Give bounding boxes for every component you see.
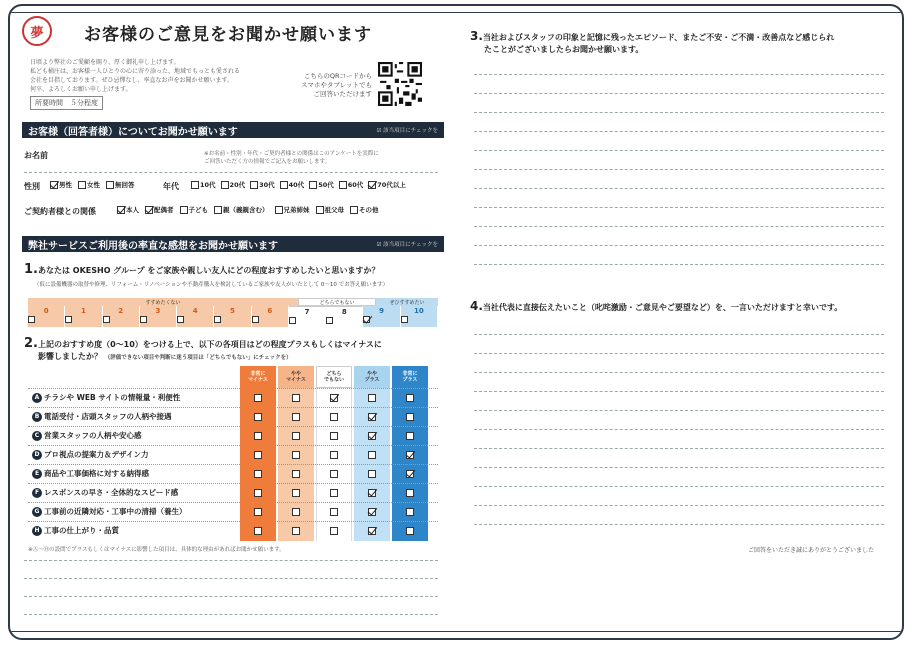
scale-number: 0	[43, 307, 49, 315]
answer-line[interactable]	[474, 505, 884, 506]
checkbox[interactable]	[191, 181, 199, 189]
rating-cell[interactable]	[278, 426, 314, 445]
checkbox[interactable]	[406, 470, 414, 478]
time-required: 所要時間 ５分程度	[30, 96, 103, 110]
answer-line[interactable]	[474, 74, 884, 75]
checkbox[interactable]	[289, 317, 296, 324]
scale-number: 10	[413, 307, 424, 315]
gender-options	[50, 180, 135, 189]
age-option[interactable]: 40代	[280, 180, 305, 189]
checkbox[interactable]	[254, 508, 262, 516]
answer-line[interactable]	[474, 169, 884, 170]
rating-cell[interactable]	[278, 445, 314, 464]
checkbox[interactable]	[339, 181, 347, 189]
item-mark: A	[32, 393, 42, 403]
rating-cell[interactable]	[354, 483, 390, 502]
rating-cell[interactable]	[316, 388, 352, 407]
age-options	[191, 180, 406, 189]
name-note: ※お名前・性別・年代・ご契約者様との関係はこのアンケートを実際に ご回答いただく方の情報でご記入をお願いします。	[204, 151, 379, 165]
scale-option[interactable]	[401, 306, 438, 327]
rating-cell[interactable]	[240, 464, 276, 483]
checkbox[interactable]	[368, 432, 376, 440]
answer-line[interactable]	[474, 467, 884, 468]
scale-header-low: すすめたくない	[28, 298, 298, 306]
scale-option[interactable]	[363, 306, 400, 327]
checkbox[interactable]	[280, 181, 288, 189]
table-row-label: B 電話受付・店頭スタッフの人柄や接遇	[32, 407, 172, 426]
rating-cell[interactable]	[316, 464, 352, 483]
rating-cell[interactable]	[278, 464, 314, 483]
answer-line[interactable]	[474, 226, 884, 227]
rating-cell[interactable]	[240, 521, 276, 540]
checkbox[interactable]	[330, 413, 338, 421]
question-3: 3.当社およびスタッフの印象と記憶に残ったエピソード、またご不安・ご不満・改善点など感じられ たことがございましたらお聞かせ願います。	[470, 29, 835, 54]
answer-line[interactable]	[474, 372, 884, 373]
scale-option[interactable]	[103, 306, 140, 327]
rating-cell[interactable]	[316, 426, 352, 445]
checkbox[interactable]	[50, 181, 58, 189]
rating-cell[interactable]	[392, 521, 428, 540]
rating-cell[interactable]	[278, 483, 314, 502]
answer-line[interactable]	[474, 524, 884, 525]
checkbox[interactable]	[326, 317, 333, 324]
scale-number: 2	[118, 307, 124, 315]
rating-cell[interactable]	[316, 483, 352, 502]
checkbox[interactable]	[368, 470, 376, 478]
checkbox[interactable]	[368, 451, 376, 459]
checkbox[interactable]	[65, 316, 72, 323]
rating-cell[interactable]	[278, 388, 314, 407]
checkbox[interactable]	[406, 432, 414, 440]
answer-line[interactable]	[474, 264, 884, 265]
checkbox[interactable]	[292, 508, 300, 516]
column-header: 非常に マイナス	[240, 366, 276, 388]
section2-header: 弊社サービスご利用後の率直な感想をお聞かせ願います ☑ 該当項目にチェックを	[22, 236, 444, 252]
rating-cell[interactable]	[354, 388, 390, 407]
relation-options	[117, 205, 379, 214]
name-label: お名前	[24, 151, 48, 160]
checkbox[interactable]	[316, 206, 324, 214]
item-mark: H	[32, 526, 42, 536]
rating-cell[interactable]	[354, 426, 390, 445]
checkbox[interactable]	[140, 316, 147, 323]
scale-number: 5	[230, 307, 235, 315]
checkbox[interactable]	[117, 206, 125, 214]
scale-option[interactable]	[214, 306, 251, 327]
answer-line[interactable]	[474, 93, 884, 94]
answer-line[interactable]	[474, 188, 884, 189]
relation-option[interactable]: 兄弟姉妹	[275, 205, 310, 214]
age-option[interactable]: 50代	[309, 180, 334, 189]
checkbox[interactable]	[330, 432, 338, 440]
qr-code-icon[interactable]	[378, 62, 422, 106]
answer-line[interactable]	[474, 334, 884, 335]
checkbox[interactable]	[28, 316, 35, 323]
reason-line[interactable]	[24, 614, 438, 615]
answer-line[interactable]	[474, 131, 884, 132]
name-field[interactable]	[24, 172, 438, 173]
answer-line[interactable]	[474, 410, 884, 411]
gender-label: 性別	[24, 182, 40, 191]
answer-line[interactable]	[474, 150, 884, 151]
checkbox[interactable]	[180, 206, 188, 214]
checkbox[interactable]	[292, 451, 300, 459]
rating-cell[interactable]	[392, 483, 428, 502]
question-1: 1.あなたは OKESHO グループ をご家族や親しい友人にどの程度おすすめしたいと思いますか？	[24, 262, 380, 277]
section1-header: お客様（回答者様）についてお聞かせ願います ☑ 該当項目にチェックを	[22, 122, 444, 138]
scale-option[interactable]	[326, 306, 363, 327]
scale-number: 8	[341, 308, 347, 316]
rating-cell[interactable]	[278, 521, 314, 540]
scale-option[interactable]	[65, 306, 102, 327]
checkbox[interactable]	[103, 316, 110, 323]
checkbox[interactable]	[78, 181, 86, 189]
reason-line[interactable]	[24, 560, 438, 561]
scale-number: 9	[379, 307, 385, 315]
table-row-label: F レスポンスの早さ・全体的なスピード感	[32, 483, 178, 502]
footnote: ※Ⓐ〜Ⓗの設問でプラスもしくはマイナスに影響した項目は、具体的な理由があればお聞かせ願います。	[28, 547, 285, 553]
checkbox[interactable]	[221, 181, 229, 189]
question-2: 2.上記のおすすめ度（0〜10）をつける上で、以下の各項目はどの程度プラスもしくはマイナスに	[24, 336, 382, 351]
relation-option[interactable]: 配偶者	[145, 205, 174, 214]
rating-cell[interactable]	[240, 407, 276, 426]
answer-line[interactable]	[474, 391, 884, 392]
rating-cell[interactable]	[240, 426, 276, 445]
checkbox[interactable]	[368, 394, 376, 402]
checkbox[interactable]	[401, 316, 408, 323]
checkbox[interactable]	[292, 470, 300, 478]
checkbox[interactable]	[254, 489, 262, 497]
answer-line[interactable]	[474, 207, 884, 208]
checkbox[interactable]	[250, 181, 258, 189]
question-1-note: （仮に設備機器の取替や修理、リフォーム・リノベーションや不動産購入を検討しているご家族や友人がいたとして 0〜10 でお答え願います）	[34, 282, 389, 288]
checkbox[interactable]	[254, 432, 262, 440]
rating-cell[interactable]	[316, 521, 352, 540]
scale-option[interactable]	[177, 306, 214, 327]
checkbox[interactable]	[368, 508, 376, 516]
age-option[interactable]: 70代以上	[368, 180, 406, 189]
rating-cell[interactable]	[240, 483, 276, 502]
item-mark: G	[32, 507, 42, 517]
reason-line[interactable]	[24, 596, 438, 597]
checkbox[interactable]	[292, 527, 300, 535]
checkbox[interactable]	[406, 394, 414, 402]
age-label: 年代	[163, 182, 179, 191]
scale-option[interactable]	[252, 306, 289, 327]
checkbox[interactable]	[368, 181, 376, 189]
table-row-label: G 工事前の近隣対応・工事中の清掃（養生）	[32, 502, 187, 521]
item-mark: B	[32, 412, 42, 422]
item-mark: E	[32, 469, 42, 479]
question-4: 4.当社代表に直接伝えたいこと（叱咤激励・ご意見やご要望など）を、一言いただけますと幸いです。	[470, 299, 843, 313]
company-seal-logo: 夢	[22, 16, 52, 46]
scale-number: 3	[155, 307, 161, 315]
relation-option[interactable]: 祖父母	[316, 205, 345, 214]
rating-cell[interactable]	[240, 502, 276, 521]
rating-cell[interactable]	[392, 445, 428, 464]
scale-number: 4	[192, 307, 198, 315]
checkbox[interactable]	[177, 316, 184, 323]
table-row-label: H 工事の仕上がり・品質	[32, 521, 119, 540]
checkbox[interactable]	[106, 181, 114, 189]
rating-cell[interactable]	[316, 502, 352, 521]
check-note: ☑ 該当項目にチェックを	[376, 128, 438, 134]
checkbox[interactable]	[254, 451, 262, 459]
relation-option[interactable]: 親（義親含む）	[214, 205, 269, 214]
gender-option[interactable]: 男性	[50, 180, 72, 189]
scale-number: 7	[304, 308, 310, 316]
age-option[interactable]: 10代	[191, 180, 216, 189]
rating-cell[interactable]	[354, 407, 390, 426]
rating-cell[interactable]	[316, 445, 352, 464]
column-header: 非常に プラス	[392, 366, 428, 388]
checkbox[interactable]	[330, 451, 338, 459]
scale-number: 6	[267, 307, 273, 315]
checkbox[interactable]	[252, 316, 259, 323]
checkbox[interactable]	[254, 413, 262, 421]
checkbox[interactable]	[368, 413, 376, 421]
reason-line[interactable]	[24, 578, 438, 579]
relation-option[interactable]: その他	[350, 205, 379, 214]
age-option[interactable]: 30代	[250, 180, 275, 189]
rating-cell[interactable]	[316, 407, 352, 426]
checkbox[interactable]	[292, 489, 300, 497]
rating-cell[interactable]	[354, 445, 390, 464]
rating-cell[interactable]	[392, 407, 428, 426]
checkbox[interactable]	[292, 413, 300, 421]
checkbox[interactable]	[330, 394, 338, 402]
page-title: お客様のご意見をお聞かせ願います	[84, 25, 372, 45]
answer-line[interactable]	[474, 448, 884, 449]
answer-line[interactable]	[474, 112, 884, 113]
column-header: やや マイナス	[278, 366, 314, 388]
rating-cell[interactable]	[354, 521, 390, 540]
answer-line[interactable]	[474, 353, 884, 354]
item-mark: C	[32, 431, 42, 441]
checkbox[interactable]	[309, 181, 317, 189]
checkbox[interactable]	[406, 527, 414, 535]
checkbox[interactable]	[350, 206, 358, 214]
rating-cell[interactable]	[392, 502, 428, 521]
table-row-label: D プロ視点の提案力＆デザイン力	[32, 445, 148, 464]
checkbox[interactable]	[330, 508, 338, 516]
checkbox[interactable]	[275, 206, 283, 214]
rating-cell[interactable]	[392, 464, 428, 483]
checkbox[interactable]	[330, 470, 338, 478]
rating-cell[interactable]	[392, 388, 428, 407]
answer-line[interactable]	[474, 486, 884, 487]
relation-label: ご契約者様との関係	[24, 207, 96, 216]
checkbox[interactable]	[330, 489, 338, 497]
scale-header-high: ぜひすすめたい	[376, 298, 438, 306]
checkbox[interactable]	[292, 432, 300, 440]
checkbox[interactable]	[214, 316, 221, 323]
checkbox[interactable]	[292, 394, 300, 402]
rating-cell[interactable]	[240, 388, 276, 407]
checkbox[interactable]	[145, 206, 153, 214]
intro-text: 日頃より弊社のご愛顧を賜り、厚く御礼申し上げます。 私ども桶庄は、お客様一人ひとりの心に寄り添った、地域でもっとも愛される 会社を目指しております。ぜひ忌憚なし、率直なお声をお聞かせ願います。 何卒、よろしくお願い申し上げます。	[30, 59, 241, 93]
checkbox[interactable]	[254, 394, 262, 402]
gender-option[interactable]: 女性	[78, 180, 100, 189]
answer-line[interactable]	[474, 429, 884, 430]
impact-table	[28, 366, 438, 541]
checkbox[interactable]	[330, 527, 338, 535]
rating-cell[interactable]	[354, 502, 390, 521]
item-mark: D	[32, 450, 42, 460]
thanks-text: ご回答をいただき誠にありがとうございました	[748, 547, 875, 554]
answer-line[interactable]	[474, 245, 884, 246]
rating-cell[interactable]	[278, 407, 314, 426]
column-header: どちら でもない	[316, 366, 352, 388]
scale-option[interactable]	[140, 306, 177, 327]
recommend-scale	[28, 298, 438, 328]
checkbox[interactable]	[254, 527, 262, 535]
qr-caption: こちらのQRコードから スマホやタブレットでも ご回答いただけます	[300, 72, 372, 98]
table-row-label: C 営業スタッフの人柄や安心感	[32, 426, 142, 445]
rating-cell[interactable]	[240, 445, 276, 464]
question-2-line2: 影響しましたか？ （評価できない項目や判断に迷う項目は「どちらでもない」にチェックを）	[38, 352, 292, 361]
checkbox[interactable]	[406, 489, 414, 497]
scale-option[interactable]	[28, 306, 65, 327]
column-header: やや プラス	[354, 366, 390, 388]
scale-option[interactable]	[289, 306, 326, 327]
scale-header-mid: どちらでもない	[298, 298, 376, 306]
checkbox[interactable]	[406, 413, 414, 421]
checkbox[interactable]	[368, 527, 376, 535]
checkbox[interactable]	[406, 451, 414, 459]
checkbox[interactable]	[363, 316, 370, 323]
checkbox[interactable]	[214, 206, 222, 214]
rating-cell[interactable]	[392, 426, 428, 445]
scale-number: 1	[80, 307, 86, 315]
age-option[interactable]: 60代	[339, 180, 364, 189]
gender-option[interactable]: 無回答	[106, 180, 135, 189]
checkbox[interactable]	[368, 489, 376, 497]
relation-option[interactable]: 本人	[117, 205, 139, 214]
rating-cell[interactable]	[354, 464, 390, 483]
table-row-label: A チラシや WEB サイトの情報量・利便性	[32, 388, 180, 407]
check-note: ☑ 該当項目にチェックを	[376, 242, 438, 248]
table-row-label: E 商品や工事価格に対する納得感	[32, 464, 149, 483]
checkbox[interactable]	[254, 470, 262, 478]
item-mark: F	[32, 488, 42, 498]
relation-option[interactable]: 子ども	[180, 205, 209, 214]
rating-cell[interactable]	[278, 502, 314, 521]
checkbox[interactable]	[406, 508, 414, 516]
age-option[interactable]: 20代	[221, 180, 246, 189]
